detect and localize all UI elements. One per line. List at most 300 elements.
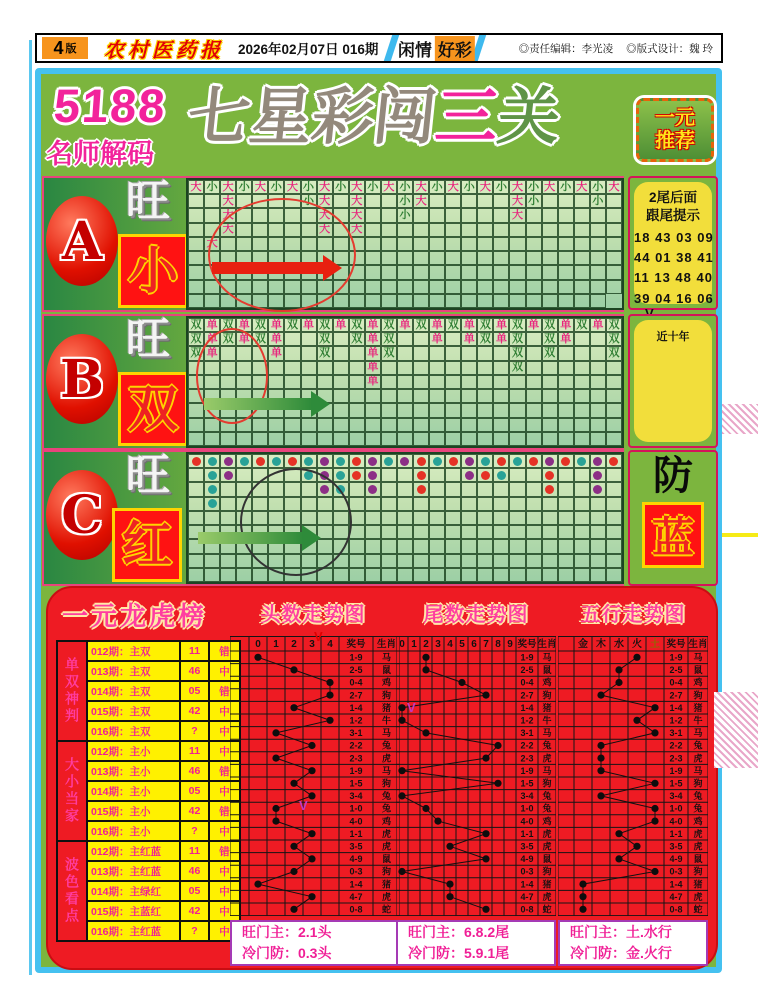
dragon-pick: 015期：主双 [87,701,180,721]
grid-cell [574,180,590,194]
grid-cell [477,568,493,582]
svg-text:0-8: 0-8 [669,904,683,915]
svg-text:1-5: 1-5 [520,778,534,789]
grid-cell [381,208,397,222]
color-dot [433,457,442,466]
grid-cell [477,194,493,208]
grid-cell [429,361,445,375]
grid-cell [365,223,381,237]
trend-dot [308,792,315,799]
dragon-number: 05 [180,881,209,901]
grid-cell [204,432,220,446]
grid-char: 双 [319,318,331,331]
dragon-result: 中 [209,781,240,801]
grid-cell [397,554,413,568]
svg-text:1-9: 1-9 [669,652,683,663]
svg-text:4-7: 4-7 [669,891,683,902]
guard-pick-box [642,502,704,568]
grid-char: 双 [351,332,363,345]
editor-credit: ◎责任编辑：李光凌 [518,42,614,55]
grid-cell [558,251,574,265]
trend-dot [597,692,604,699]
grid-cell [429,194,445,208]
grid-cell [236,432,252,446]
grid-char: 双 [512,332,523,345]
head-chart-footer [230,920,400,966]
grid-cell [429,418,445,432]
grid-cell [381,568,397,582]
grid-cell [365,280,381,294]
grid-char: 单 [367,347,379,360]
svg-text:1-9: 1-9 [669,765,683,776]
grid-cell [542,251,558,265]
grid-cell [413,194,429,208]
color-dot [224,471,233,480]
grid-cell [317,332,333,346]
grid-char: 单 [463,332,475,345]
grid-char: 双 [512,361,523,374]
grid-cell [461,180,477,194]
grid-cell [429,482,445,496]
svg-text:牛: 牛 [381,715,392,726]
grid-char: 单 [560,318,572,331]
date-issue: 2026年02月07日 016期 [238,42,379,57]
svg-text:金: 金 [578,639,588,650]
grid-cell [574,318,590,332]
grid-cell [606,432,622,446]
grid-cell [590,346,606,360]
grid-cell [381,375,397,389]
grid-cell [477,223,493,237]
grid-cell [365,265,381,279]
grid-cell [606,525,622,539]
svg-text:3-1: 3-1 [520,728,534,739]
svg-text:1: 1 [273,639,279,650]
grid-cell [429,180,445,194]
dragon-table [56,640,241,942]
grid-cell [413,568,429,582]
paper-name: 农村医药报 [104,37,224,62]
grid-cell [542,208,558,222]
grid-cell [509,223,525,237]
grid-cell [397,194,413,208]
svg-text:猪: 猪 [542,879,552,890]
trend-dot [651,780,658,787]
grid-char: 大 [415,180,427,193]
grid-char: 大 [351,180,363,193]
grid-char: 大 [351,223,363,236]
grid-cell [397,332,413,346]
grid-cell [333,568,349,582]
grid-cell [268,418,284,432]
trend-dot [446,881,453,888]
grid-cell [493,389,509,403]
grid-cell [252,418,268,432]
grid-cell [606,468,622,482]
grid-cell [509,332,525,346]
grid-cell [365,389,381,403]
grid-char: 大 [544,180,556,193]
grid-cell [574,568,590,582]
color-dot [529,457,538,466]
dragon-number: 42 [180,801,209,821]
grid-cell [606,194,622,208]
grid-char: 双 [383,347,395,360]
grid-cell [477,280,493,294]
grid-cell [349,554,365,568]
grid-cell [493,361,509,375]
svg-text:木: 木 [596,639,606,650]
grid-cell [461,194,477,208]
grid-cell [574,194,590,208]
grid-cell [526,223,542,237]
grid-char: 单 [238,318,250,331]
grid-cell [590,497,606,511]
grid-cell [526,280,542,294]
grid-cell [558,318,574,332]
svg-text:奖号: 奖号 [346,639,366,650]
grid-cell [204,554,220,568]
grid-cell [445,568,461,582]
grid-char: 大 [512,194,523,207]
grid-cell [413,223,429,237]
trend-dot [458,679,465,686]
grid-cell [188,280,204,294]
grid-cell [590,375,606,389]
grid-cell [429,346,445,360]
color-dot [449,457,458,466]
grid-cell [188,511,204,525]
svg-text:鸡: 鸡 [542,677,552,688]
grid-cell [381,223,397,237]
grid-cell [558,432,574,446]
grid-cell [284,375,300,389]
svg-text:2-3: 2-3 [520,753,534,764]
grid-cell [445,332,461,346]
color-dot [368,485,377,494]
grid-cell [284,361,300,375]
dragon-board-title: 一元龙虎榜 [62,601,208,631]
trend-dot [326,717,333,724]
svg-text:4-9: 4-9 [520,854,534,865]
grid-cell [349,294,365,308]
grid-cell [477,237,493,251]
grid-cell [204,497,220,511]
grid-char: 单 [367,332,379,345]
grid-cell [333,468,349,482]
dragon-pick: 016期：主小 [87,821,180,841]
svg-text:兔: 兔 [381,803,392,814]
svg-text:鼠: 鼠 [542,854,552,865]
trend-dot [290,868,297,875]
trend-dot [651,729,658,736]
svg-text:兔: 兔 [381,740,392,751]
grid-cell [461,418,477,432]
grid-cell [333,332,349,346]
grid-char: 单 [270,318,282,331]
tail-row: 18 43 03 09 [634,230,714,246]
guard-label: 防 [653,452,693,499]
trend-dot [579,893,586,900]
grid-char: 小 [560,180,572,193]
grid-cell [461,332,477,346]
grid-cell [397,482,413,496]
grid-char: 单 [367,375,379,388]
grid-cell [493,294,509,308]
grid-cell [188,332,204,346]
grid-char: 小 [463,180,475,193]
grid-cell [558,294,574,308]
grid-cell [493,418,509,432]
grid-char: 大 [206,237,218,250]
svg-text:1-9: 1-9 [520,765,534,776]
grid-char: 双 [479,318,491,331]
grid-char: 大 [319,223,331,236]
grid-cell [236,554,252,568]
color-dot [304,457,313,466]
grid-cell [574,454,590,468]
grid-cell [365,454,381,468]
svg-text:1-4: 1-4 [520,702,534,713]
tail-row: 39 04 16 06 [634,290,714,306]
svg-text:虎: 虎 [381,841,392,852]
svg-text:猪: 猪 [693,702,703,713]
grid-cell [445,346,461,360]
grid-char: 小 [270,180,282,193]
color-dot [577,457,586,466]
grid-cell [526,568,542,582]
chart-title-wuxing: 五行走势图 [580,604,686,626]
grid-cell [365,482,381,496]
dragon-pick: 015期：主小 [87,801,180,821]
grid-cell [381,280,397,294]
grid-cell [349,180,365,194]
trend-dot [308,830,315,837]
tail-trend-chart [396,636,556,921]
grid-cell [381,468,397,482]
svg-text:生肖: 生肖 [376,639,397,650]
grid-cell [397,511,413,525]
color-dot [497,471,506,480]
grid-cell [429,497,445,511]
svg-text:4: 4 [447,639,453,650]
grid-cell [509,180,525,194]
svg-text:9: 9 [507,639,513,650]
svg-text:马: 马 [693,728,703,739]
grid-cell [381,194,397,208]
dragon-pick: 014期：主小 [87,781,180,801]
grid-cell [493,432,509,446]
grid-char: 双 [190,332,202,345]
grid-cell [397,180,413,194]
grid-cell [381,294,397,308]
grid-char: 小 [528,180,540,193]
grid-char: 小 [592,194,604,207]
wuxing-trend-chart [558,636,708,921]
grid-cell [493,454,509,468]
grid-cell [606,208,622,222]
trend-dot [398,717,405,724]
grid-cell [542,361,558,375]
svg-text:牛: 牛 [693,715,703,726]
trend-dot [290,843,297,850]
trend-dot [651,868,658,875]
svg-text:鼠: 鼠 [542,665,552,676]
grid-cell [526,265,542,279]
trend-dot [615,666,622,673]
grid-cell [381,432,397,446]
page-number: 4 [53,37,64,58]
grid-cell [301,332,317,346]
grid-cell [477,332,493,346]
grid-cell [429,568,445,582]
grid-cell [509,403,525,417]
svg-text:马: 马 [381,728,392,739]
grid-cell [284,432,300,446]
grid-cell [574,468,590,482]
grid-cell [574,554,590,568]
color-dot [417,485,426,494]
grid-cell [574,511,590,525]
grid-cell [461,223,477,237]
grid-cell [429,251,445,265]
dragon-number: 46 [180,861,209,881]
grid-char: 单 [431,318,443,331]
grid-cell [574,265,590,279]
grid-char: 单 [270,347,282,360]
grid-cell [509,432,525,446]
svg-text:鸡: 鸡 [693,677,703,688]
svg-text:虎: 虎 [542,891,552,902]
svg-text:2-2: 2-2 [349,740,363,751]
grid-cell [493,194,509,208]
trend-dot [494,742,501,749]
svg-text:蛇: 蛇 [381,904,392,915]
grid-char: 单 [463,318,475,331]
grid-cell [461,403,477,417]
trend-dot [290,906,297,913]
grid-char: 小 [495,180,507,193]
trend-dot [272,818,279,825]
decade-label: 近十年 [656,331,690,343]
grid-char: 小 [367,180,379,193]
dragon-pick: 014期：主双 [87,681,180,701]
grid-cell [381,389,397,403]
grid-cell [493,511,509,525]
grid-cell [509,511,525,525]
trend-dot [494,780,501,787]
svg-text:2-7: 2-7 [349,690,363,701]
color-dot [336,471,345,480]
trend-arrow-b [204,398,312,410]
grid-cell [461,468,477,482]
grid-cell [558,554,574,568]
svg-text:1: 1 [411,639,417,650]
svg-text:1-1: 1-1 [520,828,534,839]
trend-dot [651,704,658,711]
grid-char: 双 [576,318,588,331]
grid-char: 大 [415,194,427,207]
grid-cell [590,389,606,403]
grid-cell [526,432,542,446]
grid-char: 小 [399,180,411,193]
trend-dot [482,906,489,913]
grid-cell [188,237,204,251]
grid-cell [349,389,365,403]
grid-cell [349,361,365,375]
grid-cell [445,525,461,539]
grid-cell [493,375,509,389]
svg-text:1-5: 1-5 [669,778,683,789]
grid-cell [590,468,606,482]
svg-text:猪: 猪 [381,879,392,890]
grid-cell [445,468,461,482]
grid-char: 单 [335,318,347,331]
trend-dot [272,755,279,762]
page-number-box [42,37,88,59]
grid-cell [381,497,397,511]
dragon-row [57,741,240,761]
grid-cell [381,482,397,496]
svg-text:0-3: 0-3 [520,866,534,877]
svg-text:3: 3 [435,639,441,650]
grid-cell [590,539,606,553]
grid-cell [509,318,525,332]
trend-dot [446,893,453,900]
grid-cell [381,180,397,194]
grid-cell [493,265,509,279]
grid-cell [413,554,429,568]
grid-cell [397,454,413,468]
svg-text:0: 0 [255,639,261,650]
grid-cell [574,375,590,389]
trend-dot [326,692,333,699]
color-dot [256,457,265,466]
grid-cell [301,432,317,446]
grid-cell [574,361,590,375]
grid-cell [542,554,558,568]
grid-cell [220,511,236,525]
dragon-result: 中 [209,881,240,901]
grid-cell [252,432,268,446]
grid-cell [477,389,493,403]
grid-cell [349,208,365,222]
grid-cell [333,418,349,432]
grid-cell [445,375,461,389]
grid-cell [509,361,525,375]
svg-text:4-7: 4-7 [349,891,363,902]
grid-cell [509,482,525,496]
svg-text:3-1: 3-1 [349,728,363,739]
grid-char: 大 [319,209,331,222]
svg-text:虎: 虎 [542,828,552,839]
grid-cell [413,294,429,308]
grid-cell [204,468,220,482]
dragon-number: 05 [180,681,209,701]
grid-cell [477,403,493,417]
trend-dot [398,704,405,711]
grid-char: 大 [608,180,620,193]
color-dot [481,471,490,480]
grid-char: 大 [512,180,523,193]
grid-cell [445,265,461,279]
dragon-result: 中 [209,821,240,841]
grid-cell [252,454,268,468]
grid-cell [477,511,493,525]
color-dot [609,457,618,466]
grid-char: 大 [254,180,266,193]
grid-cell [204,568,220,582]
